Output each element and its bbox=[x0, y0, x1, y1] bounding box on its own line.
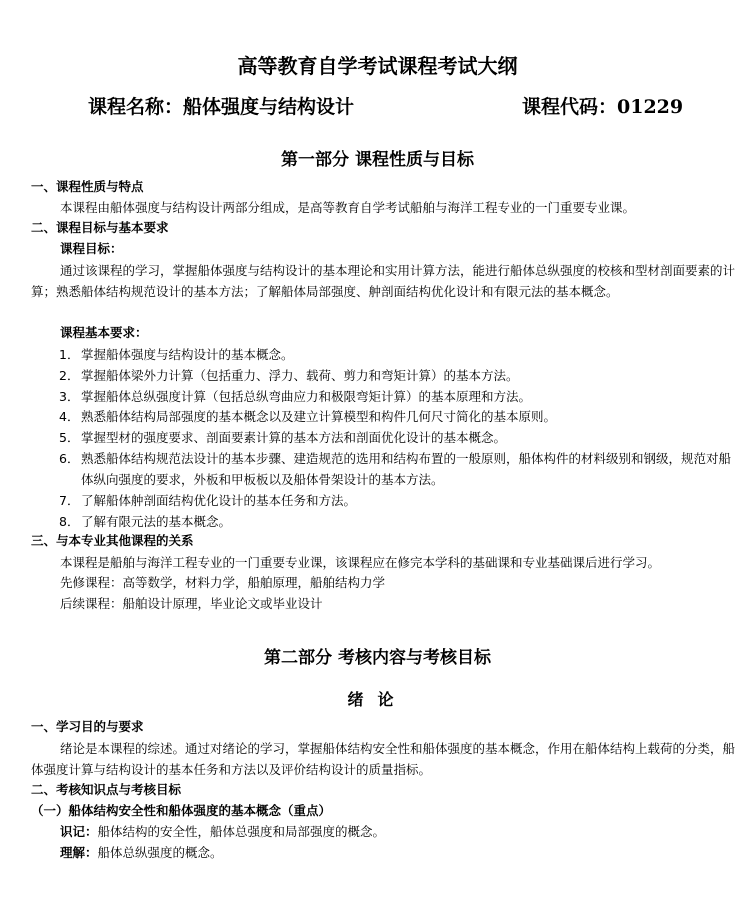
learning-goals-text: 绪论是本课程的综述。通过对绪论的学习，掌握船体结构安全性和船体强度的基本概念，作用在船体结构上载荷的分类，船体强度计算与结构设计的基本任务和方法以及评价结构设计的质量指标。 bbox=[31, 741, 736, 777]
prerequisite-courses: 先修课程：高等数学，材料力学，船舶原理，船舶结构力学 bbox=[60, 575, 386, 590]
requirement-item: 8． 了解有限元法的基本概念。 bbox=[59, 514, 232, 529]
recall-line: 识记：船体结构的安全性，船体总强度和局部强度的概念。 bbox=[60, 824, 386, 839]
requirement-item: 3． 掌握船体总纵强度计算（包括总纵弯曲应力和极限弯矩计算）的基本原理和方法。 bbox=[59, 389, 532, 404]
learning-goals-heading: 一、学习目的与要求 bbox=[31, 719, 144, 734]
requirement-item: 7． 了解船体舯剖面结构优化设计的基本任务和方法。 bbox=[59, 493, 357, 508]
understand-line: 理解：船体总纵强度的概念。 bbox=[60, 845, 223, 860]
course-info bbox=[88, 92, 688, 119]
goal-text: 通过该课程的学习，掌握船体强度与结构设计的基本理论和实用计算方法，能进行船体总纵强度的校核和型材剖面要素的计算；熟悉船体结构规范设计的基本方法；了解船体局部强度、舯剖面结构优化设计和有限元法的基本概念。 bbox=[31, 263, 736, 299]
followup-courses: 后续课程：船舶设计原理，毕业论文或毕业设计 bbox=[60, 596, 323, 611]
part2-title: 第二部分 考核内容与考核目标 bbox=[264, 648, 491, 668]
requirement-item: 1． 掌握船体强度与结构设计的基本概念。 bbox=[59, 347, 294, 362]
course-code: 课程代码：01229 bbox=[522, 96, 684, 118]
knowledge-points-heading: 二、考核知识点与考核目标 bbox=[31, 782, 182, 797]
chapter-title: 绪论 bbox=[347, 690, 408, 709]
course-name: 课程名称：船体强度与结构设计 bbox=[88, 96, 355, 118]
requirement-item: 4． 熟悉船体结构局部强度的基本概念以及建立计算模型和构件几何尺寸简化的基本原则。 bbox=[59, 409, 557, 424]
document-title: 高等教育自学考试课程考试大纲 bbox=[237, 54, 518, 78]
requirement-item: 2． 掌握船体梁外力计算（包括重力、浮力、载荷、剪力和弯矩计算）的基本方法。 bbox=[59, 368, 519, 383]
section3-text: 本课程是船舶与海洋工程专业的一门重要专业课，该课程应在修完本学科的基础课和专业基础课后进行学习。 bbox=[60, 555, 661, 570]
requirement-item: 6． 熟悉船体结构规范法设计的基本步骤、建造规范的选用和结构布置的一般原则，船体构件的材料级别和钢级，规范对船体纵向强度的要求，外板和甲板板以及船体骨架设计的基本方法。 bbox=[59, 451, 732, 487]
requirement-item: 5． 掌握型材的强度要求、剖面要素计算的基本方法和剖面优化设计的基本概念。 bbox=[59, 430, 507, 445]
part1-title: 第一部分 课程性质与目标 bbox=[281, 150, 474, 170]
goal-label: 课程目标： bbox=[60, 241, 123, 256]
section1-text: 本课程由船体强度与结构设计两部分组成，是高等教育自学考试船舶与海洋工程专业的一门重要专业课。 bbox=[60, 200, 636, 215]
section3-heading: 三、与本专业其他课程的关系 bbox=[31, 533, 194, 548]
requirements-label: 课程基本要求： bbox=[60, 325, 148, 340]
section1-heading: 一、课程性质与特点 bbox=[31, 179, 144, 194]
subsection-heading: （一）船体结构安全性和船体强度的基本概念（重点） bbox=[31, 803, 332, 818]
section2-heading: 二、课程目标与基本要求 bbox=[31, 220, 169, 235]
